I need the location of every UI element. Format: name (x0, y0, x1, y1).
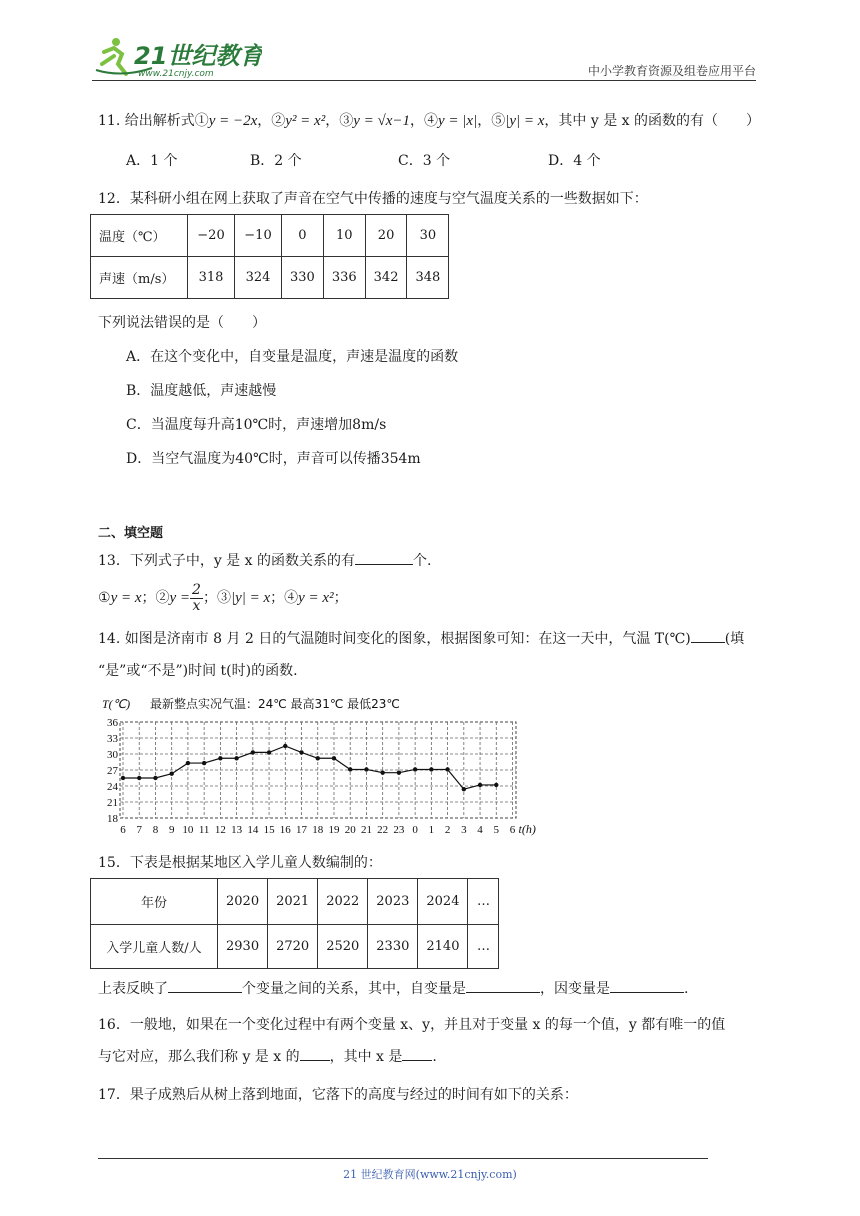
y-tick-label: 27 (107, 765, 118, 777)
section-title-fill-in: 二、填空题 (98, 526, 164, 541)
data-point (364, 767, 368, 771)
header-divider (92, 80, 756, 81)
data-point (202, 761, 206, 765)
data-point (283, 744, 287, 748)
x-tick-label: 6 (120, 824, 126, 836)
site-logo (92, 30, 262, 82)
answer-blank[interactable] (355, 552, 413, 565)
question-12-ask: 下列说法错误的是（ ） (98, 315, 266, 331)
x-tick-label: 1 (428, 824, 435, 836)
data-point (234, 756, 238, 760)
data-point (348, 767, 352, 771)
x-tick-label: 12 (214, 824, 226, 836)
x-tick-label: 15 (263, 824, 275, 836)
x-tick-label: 3 (461, 824, 467, 836)
data-point (299, 750, 303, 754)
data-point (251, 750, 255, 754)
data-point (332, 756, 336, 760)
y-tick-label: 24 (107, 781, 118, 793)
answer-blank[interactable] (691, 630, 725, 643)
table-row: 年份 2020 2021 2022 2023 2024 … (91, 879, 499, 925)
footer-divider (98, 1158, 708, 1159)
answer-blank[interactable] (466, 980, 540, 993)
q11-option-d[interactable]: D．4 个 (548, 153, 601, 169)
x-tick-label: 23 (393, 824, 405, 836)
answer-blank[interactable] (168, 980, 242, 993)
svg-text:21世纪教育: 21世纪教育 (134, 42, 262, 70)
data-point (169, 772, 173, 776)
data-point (153, 776, 157, 780)
footer-text: 21 世纪教育网(www.21cnjy.com) (343, 1168, 517, 1181)
data-point (445, 767, 449, 771)
x-tick-label: 21 (360, 824, 372, 836)
data-point (413, 767, 417, 771)
question-13-stem: 13．下列式子中，y 是 x 的函数关系的有 个. (98, 553, 432, 569)
data-point (478, 783, 482, 787)
answer-blank[interactable] (300, 1048, 330, 1061)
question-13-items: ①y = x；②y = $\frac{2}{x}$ ；③|y| = x；④y = x²； (98, 581, 348, 614)
question-14-line1: 14. 如图是济南市 8 月 2 日的气温随时间变化的图象，根据图象可知：在这一天中，气温 T(℃) (填 (98, 631, 745, 647)
y-tick-label: 21 (107, 797, 118, 809)
y-axis-label: T(℃) (102, 697, 131, 711)
x-tick-label: 18 (312, 824, 324, 836)
platform-name: 中小学教育资源及组卷应用平台 (587, 64, 756, 78)
q12-option-d[interactable]: D．当空气温度为40℃时，声音可以传播354m (126, 451, 421, 467)
x-tick-label: 22 (377, 824, 389, 836)
question-14-line2: “是”或“不是”)时间 t(时)的函数. (98, 663, 298, 679)
chart-title: 最新整点实况气温：24℃ 最高31℃ 最低23℃ (150, 697, 400, 711)
question-15-fill: 上表反映了 个变量之间的关系，其中，自变量是 ，因变量是 . (98, 981, 689, 997)
q11-option-b[interactable]: B．2 个 (250, 153, 302, 169)
data-point (267, 750, 271, 754)
x-tick-label: 11 (198, 824, 210, 836)
x-tick-label: 5 (493, 824, 500, 836)
x-tick-label: 10 (182, 824, 194, 836)
x-tick-label: 13 (231, 824, 243, 836)
table-row: 声速（m/s） 318 324 330 336 342 348 (91, 257, 449, 299)
q11-option-a[interactable]: A．1 个 (126, 153, 178, 169)
q11-option-c[interactable]: C．3 个 (398, 153, 451, 169)
q12-option-a[interactable]: A．在这个变化中，自变量是温度，声速是温度的函数 (126, 349, 459, 365)
x-tick-label: 20 (344, 824, 356, 836)
data-point (316, 756, 320, 760)
question-12-stem: 12．某科研小组在网上获取了声音在空气中传播的速度与空气温度关系的一些数据如下： (98, 191, 648, 207)
x-tick-label: 8 (152, 824, 159, 836)
temperature-chart (96, 690, 556, 840)
question-16-line2: 与它对应，那么我们称 y 是 x 的 ，其中 x 是 . (98, 1049, 437, 1065)
answer-blank[interactable] (402, 1048, 432, 1061)
svg-text:www.21cnjy.com: www.21cnjy.com (138, 69, 214, 79)
x-tick-label: 16 (279, 824, 291, 836)
temperature-series-line (123, 746, 496, 789)
data-point (218, 756, 222, 760)
y-tick-label: 36 (107, 717, 118, 729)
x-tick-label: 2 (444, 824, 451, 836)
x-tick-label: 17 (296, 824, 308, 836)
enrollment-table (90, 878, 499, 969)
question-15-stem: 15．下表是根据某地区入学儿童人数编制的： (98, 855, 382, 871)
data-point (397, 770, 401, 774)
data-point (380, 770, 384, 774)
data-point (462, 787, 466, 791)
x-tick-label: 14 (247, 824, 259, 836)
x-axis-label: t(h) (518, 822, 536, 836)
y-tick-label: 30 (107, 749, 118, 761)
question-16-line1: 16．一般地，如果在一个变化过程中有两个变量 x、y，并且对于变量 x 的每一个值，y 都有唯一的值 (98, 1017, 726, 1033)
x-tick-label: 6 (509, 824, 516, 836)
table-row: 温度（℃） −20 −10 0 10 20 30 (91, 215, 449, 257)
data-point (186, 761, 190, 765)
y-tick-label: 33 (107, 733, 118, 745)
data-point (137, 776, 141, 780)
data-point (429, 767, 433, 771)
answer-blank[interactable] (610, 980, 684, 993)
question-11-stem: 11. 给出解析式①y = −2x，②y² = x²，③y = √x−1，④y = |x|，⑤|y| = x，其中 y 是 x 的函数的有（ ） (98, 113, 760, 129)
sound-speed-table (90, 214, 449, 299)
x-tick-label: 4 (477, 824, 483, 836)
data-point (494, 783, 498, 787)
x-tick-label: 7 (136, 824, 142, 836)
x-tick-label: 19 (328, 824, 340, 836)
fraction: $\frac{2}{x}$ (192, 581, 201, 614)
table-row: 入学儿童人数/人 2930 2720 2520 2330 2140 … (91, 925, 499, 969)
x-tick-label: 0 (412, 824, 418, 836)
data-point (121, 776, 125, 780)
y-tick-label: 18 (107, 813, 118, 825)
question-17-stem: 17．果子成熟后从树上落到地面，它落下的高度与经过的时间有如下的关系： (98, 1087, 578, 1103)
q12-option-c[interactable]: C．当温度每升高10℃时，声速增加8m/s (126, 417, 387, 433)
x-tick-label: 9 (168, 824, 175, 836)
q12-option-b[interactable]: B．温度越低，声速越慢 (126, 383, 277, 399)
